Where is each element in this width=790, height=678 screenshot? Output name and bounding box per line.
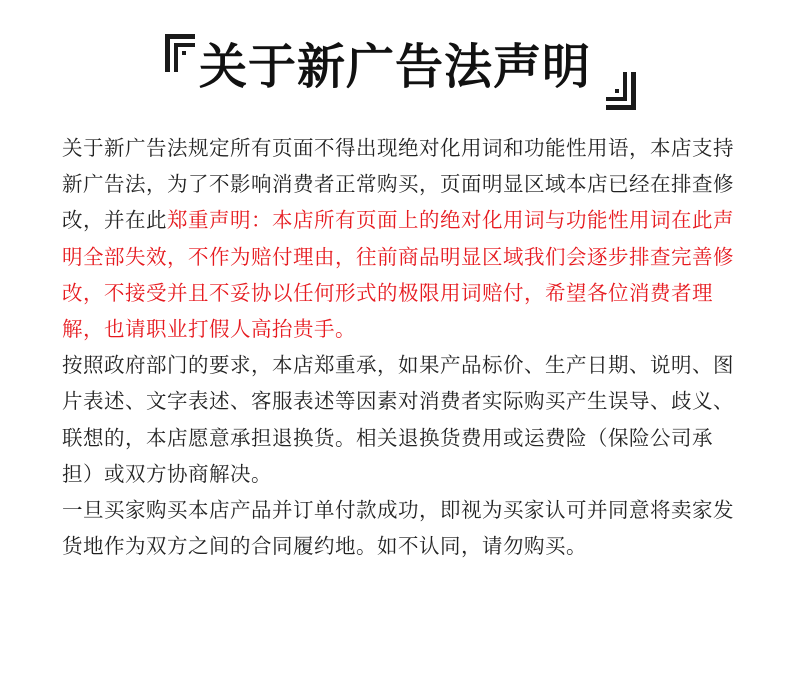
- fret-corner-icon: [604, 70, 638, 112]
- header: [0, 30, 790, 110]
- paragraph-contract-location: 一旦买家购买本店产品并订单付款成功，即视为买家认可并同意将卖家发货地作为双方之间的合同履约地。如不认同，请勿购买。: [62, 498, 734, 559]
- paragraph-disclaimer: [62, 130, 734, 347]
- paragraph-text: 关于新广告法规定所有页面不得出现绝对化用词和功能性用语，本店支持新广告法，为了不影响消费者正常购买，页面明显区域本店已经在排查修改，并在此: [62, 136, 734, 233]
- page-title: 关于新广告法声明: [198, 39, 591, 95]
- highlighted-statement: 郑重声明：本店所有页面上的绝对化用词与功能性用词在此声明全部失效，不作为赔付理由，往前商品明显区域我们会逐步排查完善修改，不接受并且不妥协以任何形式的极限用词赔付，希望各位消费者理解，也请职业打假人高抬贵手。: [62, 208, 734, 342]
- statement-body: [62, 130, 734, 564]
- paragraph-return-policy: 按照政府部门的要求，本店郑重承，如果产品标价、生产日期、说明、图片表述、文字表述、客服表述等因素对消费者实际购买产生误导、歧义、联想的，本店愿意承担退换货。相关退换货费用或运费险（保险公司承担）或双方协商解决。: [62, 353, 734, 486]
